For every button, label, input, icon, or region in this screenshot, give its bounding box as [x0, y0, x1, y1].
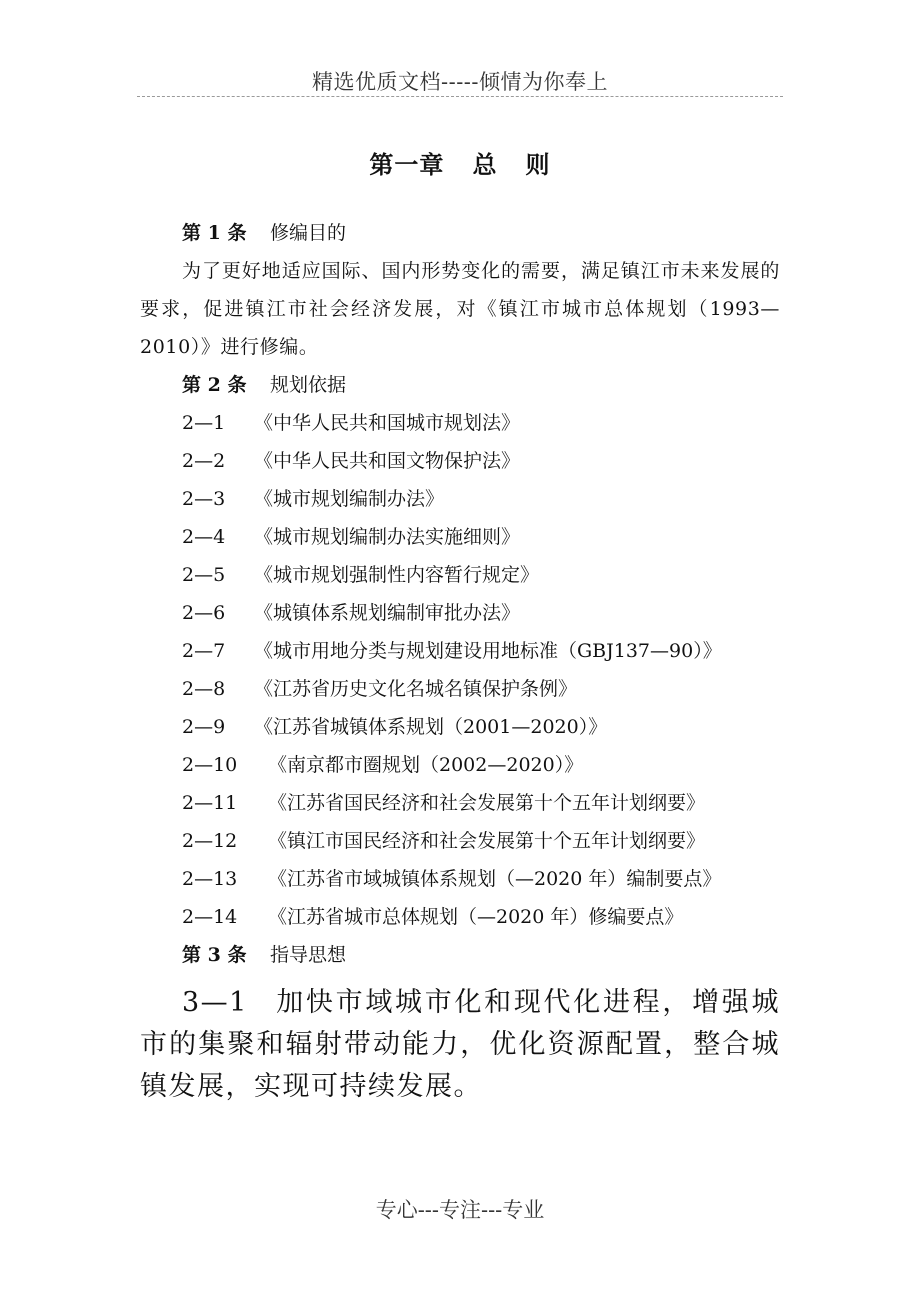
header-divider [137, 96, 783, 97]
item-number: 2—3 [182, 488, 226, 510]
item-number: 2—1 [182, 412, 226, 434]
article-1-paragraph: 为了更好地适应国际、国内形势变化的需要，满足镇江市未来发展的要求，促进镇江市社会经济发展，对《镇江市城市总体规划（1993—2010）》进行修编。 [140, 260, 780, 358]
list-item [140, 556, 780, 594]
item-text: 《中华人民共和国文物保护法》 [254, 450, 521, 472]
item-text: 《城镇体系规划编制审批办法》 [254, 602, 521, 624]
item-number: 2—8 [182, 678, 226, 700]
page-header: 精选优质文档-----倾情为你奉上 [312, 70, 608, 94]
item-number: 2—14 [182, 906, 238, 928]
item-number: 2—13 [182, 868, 238, 890]
article-title: 规划依据 [270, 374, 347, 396]
article-number: 第 2 条 [182, 374, 247, 396]
list-item [140, 404, 780, 442]
list-item [140, 746, 780, 784]
article-2-heading [140, 366, 780, 404]
item-number: 2—2 [182, 450, 226, 472]
article-3-item-1 [140, 982, 780, 1108]
item-number: 3—1 [182, 987, 248, 1018]
page-footer: 专心---专注---专业 [375, 1198, 545, 1222]
article-number: 第 3 条 [182, 944, 247, 966]
chapter-title: 第一章 总 则 [369, 150, 551, 179]
list-item [140, 480, 780, 518]
item-text: 《江苏省城市总体规划（—2020 年）修编要点》 [268, 906, 684, 928]
list-item [140, 632, 780, 670]
list-item [140, 708, 780, 746]
article-title: 指导思想 [270, 944, 347, 966]
article-title: 修编目的 [270, 222, 347, 244]
list-item [140, 670, 780, 708]
item-text: 《城市规划编制办法》 [254, 488, 445, 510]
article-3-heading [140, 936, 780, 974]
article-1-heading [140, 214, 780, 252]
item-number: 2—7 [182, 640, 226, 662]
item-text: 《城市规划编制办法实施细则》 [254, 526, 521, 548]
list-item [140, 442, 780, 480]
item-number: 2—9 [182, 716, 226, 738]
item-text: 《中华人民共和国城市规划法》 [254, 412, 521, 434]
item-number: 2—12 [182, 830, 238, 852]
item-text: 加快市域城市化和现代化进程，增强城市的集聚和辐射带动能力，优化资源配置，整合城镇发展，实现可持续发展。 [140, 987, 780, 1102]
list-item [140, 594, 780, 632]
item-text: 《江苏省历史文化名城名镇保护条例》 [254, 678, 578, 700]
list-item [140, 860, 780, 898]
list-item [140, 822, 780, 860]
item-number: 2—10 [182, 754, 238, 776]
list-item [140, 898, 780, 936]
item-text: 《江苏省国民经济和社会发展第十个五年计划纲要》 [268, 792, 706, 814]
item-text: 《江苏省城镇体系规划（2001—2020）》 [254, 716, 608, 738]
item-text: 《镇江市国民经济和社会发展第十个五年计划纲要》 [268, 830, 706, 852]
item-text: 《南京都市圈规划（2002—2020）》 [268, 754, 584, 776]
document-body [140, 214, 780, 1108]
item-text: 《江苏省市域城镇体系规划（—2020 年）编制要点》 [268, 868, 722, 890]
item-text: 《城市规划强制性内容暂行规定》 [254, 564, 540, 586]
list-item [140, 784, 780, 822]
item-number: 2—6 [182, 602, 226, 624]
item-number: 2—4 [182, 526, 226, 548]
item-number: 2—11 [182, 792, 238, 814]
article-number: 第 1 条 [182, 222, 247, 244]
list-item [140, 518, 780, 556]
item-text: 《城市用地分类与规划建设用地标准（GBJ137—90）》 [254, 640, 722, 662]
item-number: 2—5 [182, 564, 226, 586]
